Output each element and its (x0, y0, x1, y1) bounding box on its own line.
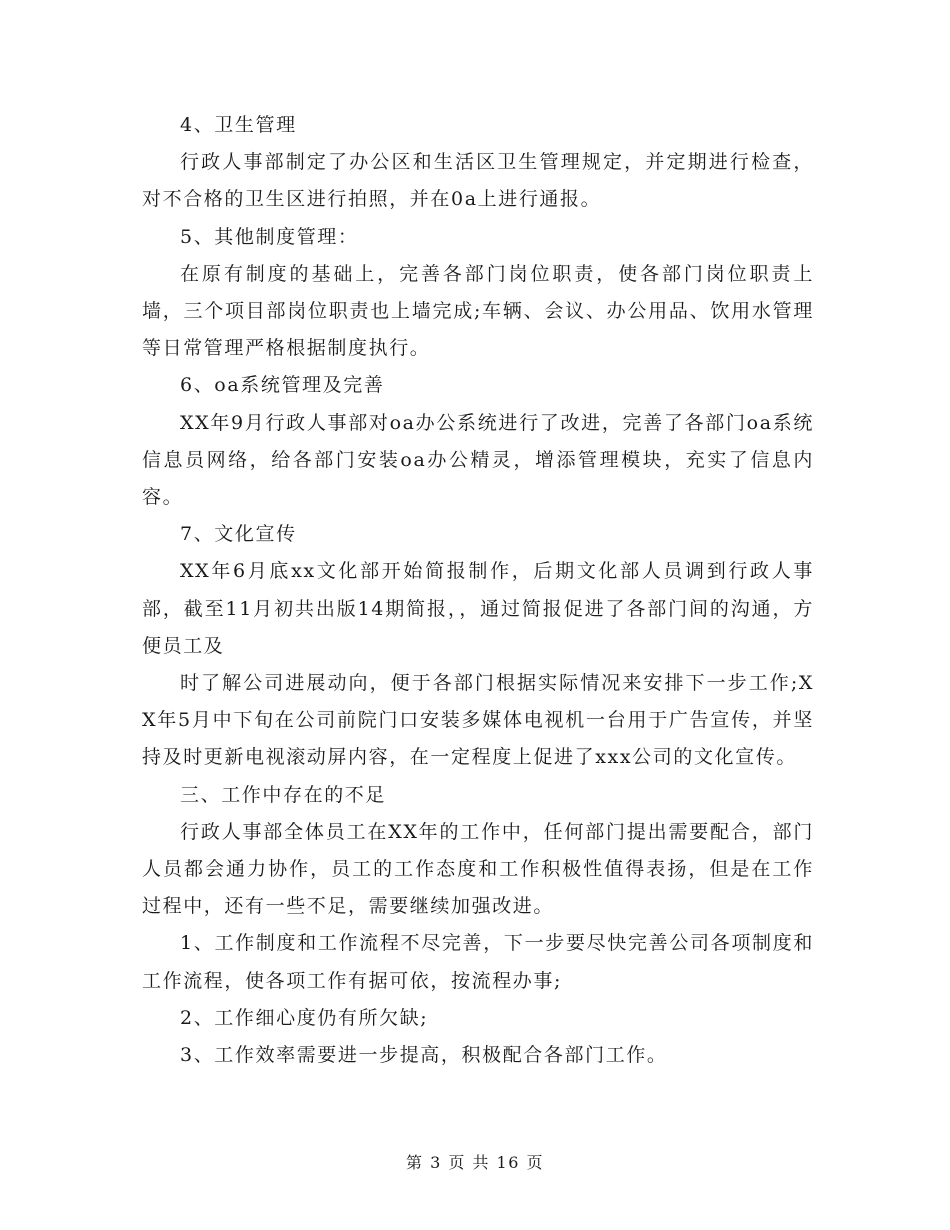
paragraph-shortcoming-3: 3、工作效率需要进一步提高，积极配合各部门工作。 (180, 1044, 668, 1067)
paragraph-staff-cooperation: 行政人事部全体员工在XX年的工作中，任何部门提出需要配合，部门人员都会通力协作，员工的工作态度和工作积极性值得表扬，但是在工作过程中，还有一些不足，需要继续加强改进。 (142, 820, 814, 918)
heading-other-systems: 5、其他制度管理： (180, 225, 359, 248)
paragraph-multimedia-tv: 时了解公司进展动向，便于各部门根据实际情况来安排下一步工作;XX年5月中下旬在公司前院门口安装多媒体电视机一台用于广告宣传，并坚持及时更新电视滚动屏内容，在一定程度上促进了xxx公司的文化宣传。 (142, 672, 814, 769)
heading-hygiene-management: 4、卫生管理 (180, 114, 297, 136)
heading-oa-system: 6、oa系统管理及完善 (180, 374, 385, 397)
page-number-footer: 第 3 页 共 16 页 (406, 1153, 544, 1172)
heading-shortcomings: 三、工作中存在的不足 (180, 783, 387, 806)
paragraph-oa-improvement: XX年9月行政人事部对oa办公系统进行了改进，完善了各部门oa系统信息员网络，给各部门安装oa办公精灵，增添管理模块，充实了信息内容。 (142, 411, 814, 509)
paragraph-newsletter: XX年6月底xx文化部开始简报制作，后期文化部人员调到行政人事部，截至11月初共出版14期简报，，通过简报促进了各部门间的沟通，方便员工及 (142, 560, 814, 657)
document-body (142, 107, 814, 1074)
paragraph-hygiene-rules: 行政人事部制定了办公区和生活区卫生管理规定，并定期进行检查，对不合格的卫生区进行拍照，并在0a上进行通报。 (142, 151, 814, 211)
heading-culture-promotion: 7、文化宣传 (180, 523, 297, 546)
paragraph-shortcoming-1: 1、工作制度和工作流程不尽完善，下一步要尽快完善公司各项制度和工作流程，使各项工作有据可依，按流程办事; (142, 932, 814, 992)
paragraph-job-responsibilities: 在原有制度的基础上，完善各部门岗位职责，使各部门岗位职责上墙，三个项目部岗位职责也上墙完成;车辆、会议、办公用品、饮用水管理等日常管理严格根据制度执行。 (142, 262, 814, 360)
paragraph-shortcoming-2: 2、工作细心度仍有所欠缺; (180, 1006, 429, 1029)
